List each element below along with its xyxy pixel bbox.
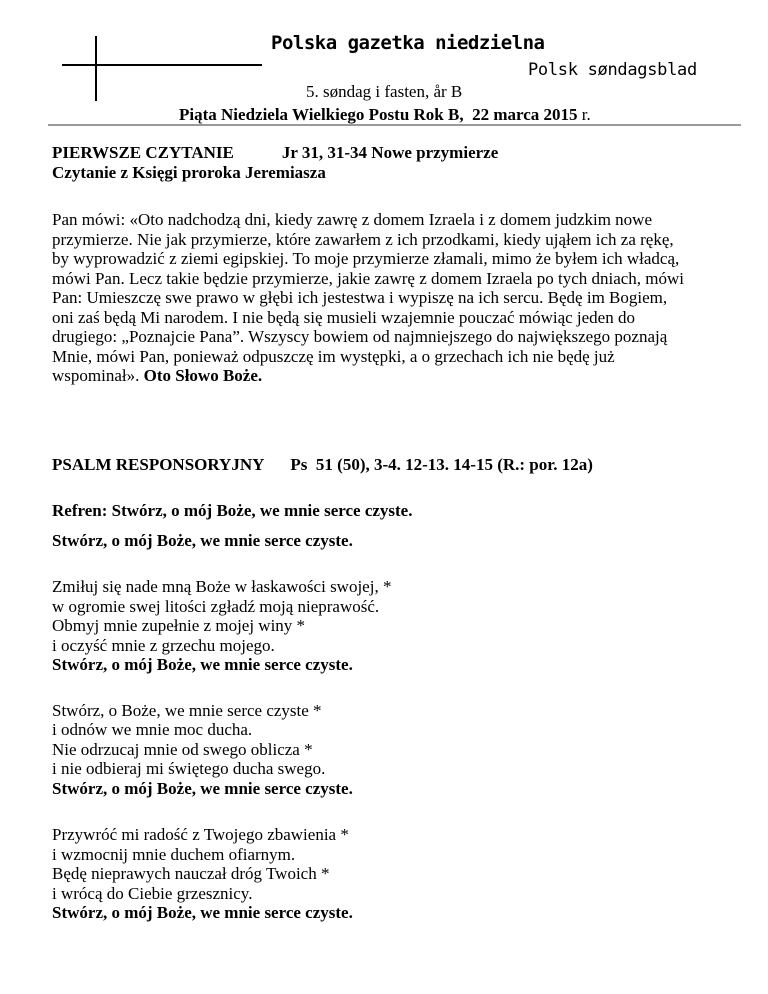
psalm-reference: Ps 51 (50), 3-4. 12-13. 14-15 (R.: por. 12a)	[290, 454, 593, 474]
date-suffix: r.	[577, 105, 591, 124]
reading-line: Mnie, mówi Pan, ponieważ odpuszczę im występki, a o grzechach ich nie będę już	[52, 346, 615, 366]
main-content	[52, 143, 732, 923]
reading-last-text: wspominał».	[52, 366, 144, 385]
stanza-refrain: Stwórz, o mój Boże, we mnie serce czyste.	[52, 655, 353, 674]
date-text: Piąta Niedziela Wielkiego Postu Rok B, 22 marca 2015	[179, 105, 578, 124]
reading-line: drugiego: „Poznajcie Pana”. Wszyscy bowiem od najmniejszego do największego poznają	[52, 327, 668, 346]
reading-line-last	[52, 366, 732, 386]
reading-text	[52, 210, 732, 386]
reading-reference: Jr 31, 31-34 Nowe przymierze	[281, 143, 499, 162]
reading-line: by wyprowadzić z ziemi egipskiej. To moje przymierze złamali, mimo że byłem ich władcą,	[52, 249, 680, 268]
stanza-line: i wzmocnij mnie duchem ofiarnym.	[52, 844, 296, 864]
stanza-line: i oczyść mnie z grzechu mojego.	[52, 635, 275, 655]
cross-vertical-line	[95, 36, 97, 101]
psalm-label: PSALM RESPONSORYJNY	[52, 454, 265, 474]
issue-line-norwegian: 5. søndag i fasten, år B	[306, 82, 463, 101]
header-divider	[48, 124, 741, 126]
newsletter-title: Polska gazetka niedzielna	[271, 32, 545, 54]
psalm-heading	[52, 455, 732, 475]
refrain: Stwórz, o mój Boże, we mnie serce czyste.	[52, 530, 353, 550]
reading-line: oni zaś będą Mi narodem. I nie będą się musieli wzajemnie pouczać mówiąc jeden do	[52, 307, 635, 327]
reading-label: PIERWSZE CZYTANIE	[52, 143, 234, 162]
stanza-line: i wrócą do Ciebie grzesznicy.	[52, 883, 253, 903]
stanza-refrain: Stwórz, o mój Boże, we mnie serce czyste.	[52, 778, 353, 798]
reading-source: Czytanie z Księgi proroka Jeremiasza	[52, 162, 326, 182]
stanza-line: Zmiłuj się nade mną Boże w łaskawości swojej, *	[52, 577, 392, 596]
psalm-stanza	[52, 577, 732, 675]
reading-line: przymierze. Nie jak przymierze, które zawarłem z ich przodkami, kiedy ująłem ich za rękę,	[52, 229, 674, 249]
stanza-line: Obmyj mnie zupełnie z mojej winy *	[52, 616, 306, 635]
psalm-stanza	[52, 701, 732, 799]
refrain-intro: Refren: Stwórz, o mój Boże, we mnie serce czyste.	[52, 501, 413, 520]
stanza-line: Będę nieprawych nauczał dróg Twoich *	[52, 864, 330, 883]
stanza-line: Przywróć mi radość z Twojego zbawienia *	[52, 825, 349, 844]
reading-line: Pan: Umieszczę swe prawo w głębi ich jestestwa i wypiszę na ich sercu. Będę im Bogiem,	[52, 288, 668, 307]
stanza-line: i odnów we mnie moc ducha.	[52, 720, 253, 739]
cross-horizontal-line	[62, 64, 262, 66]
reading-line: mówi Pan. Lecz takie będzie przymierze, jakie zawrę z domem Izraela po tych dniach, mówi	[52, 268, 685, 288]
stanza-line: Nie odrzucaj mnie od swego oblicza *	[52, 739, 313, 759]
stanza-line: w ogromie swej litości zgładź moją nieprawość.	[52, 596, 380, 616]
stanza-refrain: Stwórz, o mój Boże, we mnie serce czyste.	[52, 903, 353, 922]
reading-heading	[52, 143, 732, 163]
reading-closing: Oto Słowo Boże.	[143, 366, 263, 385]
issue-date-polish	[179, 105, 591, 125]
stanza-line: Stwórz, o Boże, we mnie serce czyste *	[52, 700, 322, 720]
stanza-line: i nie odbieraj mi świętego ducha swego.	[52, 759, 326, 778]
newsletter-subtitle-norwegian: Polsk søndagsblad	[528, 60, 697, 80]
reading-line: Pan mówi: «Oto nadchodzą dni, kiedy zawrę z domem Izraela i z domem judzkim nowe	[52, 210, 653, 229]
psalm-stanza	[52, 825, 732, 923]
